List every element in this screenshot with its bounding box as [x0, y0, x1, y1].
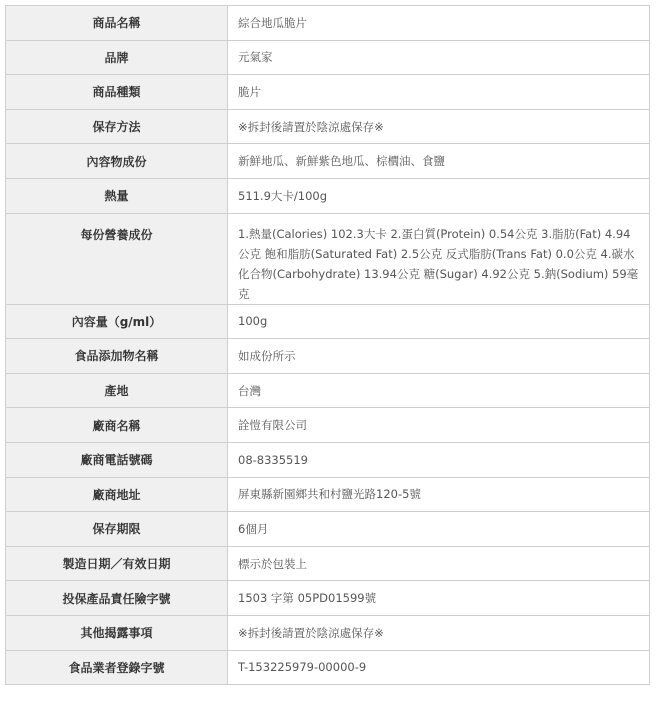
table-row	[6, 650, 650, 685]
row-label: 保存方法	[6, 109, 228, 144]
row-label: 投保產品責任險字號	[6, 581, 228, 616]
table-row	[6, 75, 650, 110]
row-label: 食品添加物名稱	[6, 339, 228, 374]
table-row	[6, 339, 650, 374]
table-row	[6, 178, 650, 213]
row-value: 1503 字第 05PD01599號	[228, 581, 650, 616]
row-label: 食品業者登錄字號	[6, 650, 228, 685]
row-label: 商品種類	[6, 75, 228, 110]
row-value: 新鮮地瓜、新鮮紫色地瓜、棕櫚油、食鹽	[228, 144, 650, 179]
row-label: 廠商名稱	[6, 408, 228, 443]
row-value: 詮愷有限公司	[228, 408, 650, 443]
row-value: 脆片	[228, 75, 650, 110]
table-row	[6, 546, 650, 581]
row-value: 08-8335519	[228, 442, 650, 477]
row-label: 保存期限	[6, 512, 228, 547]
row-label: 品牌	[6, 40, 228, 75]
row-value: T-153225979-00000-9	[228, 650, 650, 685]
table-row	[6, 512, 650, 547]
table-row	[6, 408, 650, 443]
table-row	[6, 477, 650, 512]
table-row	[6, 109, 650, 144]
row-value: 100g	[228, 304, 650, 339]
row-label: 廠商電話號碼	[6, 442, 228, 477]
table-row	[6, 144, 650, 179]
row-label: 內容量（g/ml）	[6, 304, 228, 339]
row-label: 產地	[6, 373, 228, 408]
row-value: 屏東縣新園鄉共和村鹽光路120-5號	[228, 477, 650, 512]
row-value: ※拆封後請置於陰涼處保存※	[228, 615, 650, 650]
row-label: 每份營養成份	[6, 213, 228, 304]
table-row	[6, 213, 650, 304]
row-label: 製造日期／有效日期	[6, 546, 228, 581]
table-row	[6, 442, 650, 477]
table-row	[6, 304, 650, 339]
row-value: 511.9大卡/100g	[228, 178, 650, 213]
row-value: ※拆封後請置於陰涼處保存※	[228, 109, 650, 144]
row-label: 內容物成份	[6, 144, 228, 179]
row-label: 熱量	[6, 178, 228, 213]
row-value: 元氣家	[228, 40, 650, 75]
table-row	[6, 40, 650, 75]
row-value: 綜合地瓜脆片	[228, 6, 650, 41]
row-value: 標示於包裝上	[228, 546, 650, 581]
row-value: 1.熱量(Calories) 102.3大卡 2.蛋白質(Protein) 0.54公克 3.脂肪(Fat) 4.94公克 飽和脂肪(Saturated Fat) 2.5公克 反式脂肪(Trans Fat) 0.0公克 4.碳水化合物(Carbohydrate) 13.94公克 糖(Sugar) 4.92公克 5.鈉(Sodium) 59毫克	[228, 213, 650, 304]
table-row	[6, 6, 650, 41]
row-label: 廠商地址	[6, 477, 228, 512]
row-value: 如成份所示	[228, 339, 650, 374]
row-label: 商品名稱	[6, 6, 228, 41]
row-label: 其他揭露事項	[6, 615, 228, 650]
table-row	[6, 581, 650, 616]
table-row	[6, 615, 650, 650]
table-row	[6, 373, 650, 408]
product-spec-table	[5, 5, 650, 685]
row-value: 台灣	[228, 373, 650, 408]
row-value: 6個月	[228, 512, 650, 547]
